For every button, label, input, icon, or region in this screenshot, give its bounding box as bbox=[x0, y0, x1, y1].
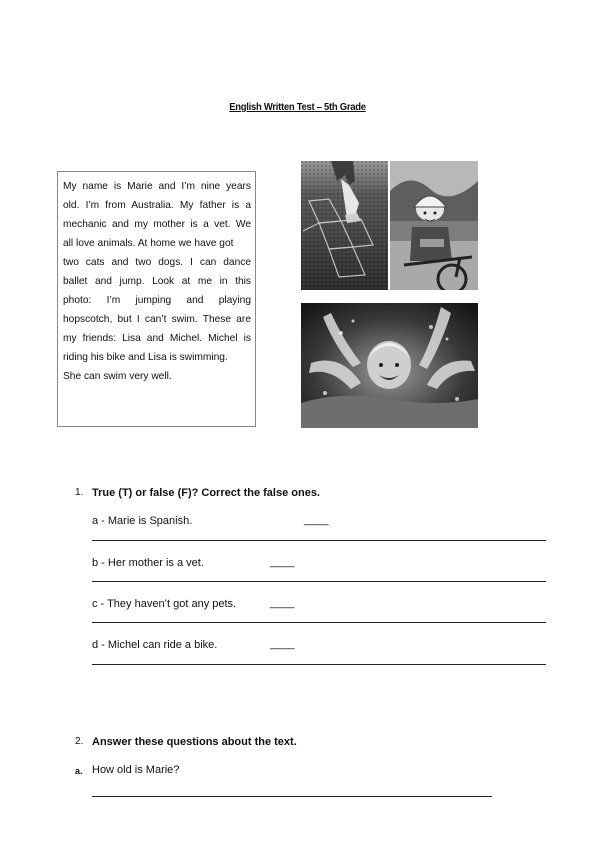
correction-line-b[interactable] bbox=[92, 581, 546, 582]
answer-blank-c[interactable]: ____ bbox=[270, 597, 295, 609]
reading-line: my friends: Lisa and Michel. Michel is bbox=[63, 333, 251, 344]
answer-blank-b[interactable]: ____ bbox=[270, 556, 295, 568]
answer-line-2a[interactable] bbox=[92, 796, 492, 797]
question-2-number: 2. bbox=[75, 736, 84, 747]
question-1-heading: True (T) or false (F)? Correct the false ones. bbox=[92, 487, 320, 499]
answer-blank-d[interactable]: ____ bbox=[270, 638, 295, 650]
page-title: English Written Test – 5th Grade bbox=[229, 101, 366, 113]
correction-line-a[interactable] bbox=[92, 540, 546, 541]
reading-line: hopscotch, but I can’t swim. These are bbox=[63, 314, 251, 325]
statement-b: b - Her mother is a vet. bbox=[92, 557, 204, 569]
girl-swimming-photo bbox=[301, 303, 478, 428]
reading-line: mechanic and my mother is a vet. We bbox=[63, 219, 251, 230]
reading-line: riding his bike and Lisa is swimming. bbox=[63, 352, 228, 363]
reading-line: two cats and two dogs. I can dance bbox=[63, 257, 251, 268]
correction-line-c[interactable] bbox=[92, 622, 546, 623]
reading-line: ballet and jump. Look at me in this bbox=[63, 276, 251, 287]
statement-d: d - Michel can ride a bike. bbox=[92, 639, 218, 651]
hopscotch-photo bbox=[301, 161, 388, 290]
statement-c: c - They haven’t got any pets. bbox=[92, 598, 237, 610]
question-1-number: 1. bbox=[75, 487, 84, 498]
answer-blank-a[interactable]: ____ bbox=[304, 514, 329, 526]
reading-line: all love animals. At home we have got bbox=[63, 238, 234, 249]
question-2a-text: How old is Marie? bbox=[92, 764, 180, 776]
reading-line: old. I’m from Australia. My father is a bbox=[63, 200, 251, 211]
statement-a: a - Marie is Spanish. bbox=[92, 515, 193, 527]
question-2a-letter: a. bbox=[75, 766, 83, 776]
reading-text-box bbox=[57, 171, 256, 427]
reading-line: She can swim very well. bbox=[63, 371, 172, 382]
reading-line: My name is Marie and I’m nine years bbox=[63, 181, 251, 192]
question-2-heading: Answer these questions about the text. bbox=[92, 736, 297, 748]
boy-on-bike-photo bbox=[390, 161, 478, 290]
reading-line: photo: I’m jumping and playing bbox=[63, 295, 251, 306]
correction-line-d[interactable] bbox=[92, 664, 546, 665]
